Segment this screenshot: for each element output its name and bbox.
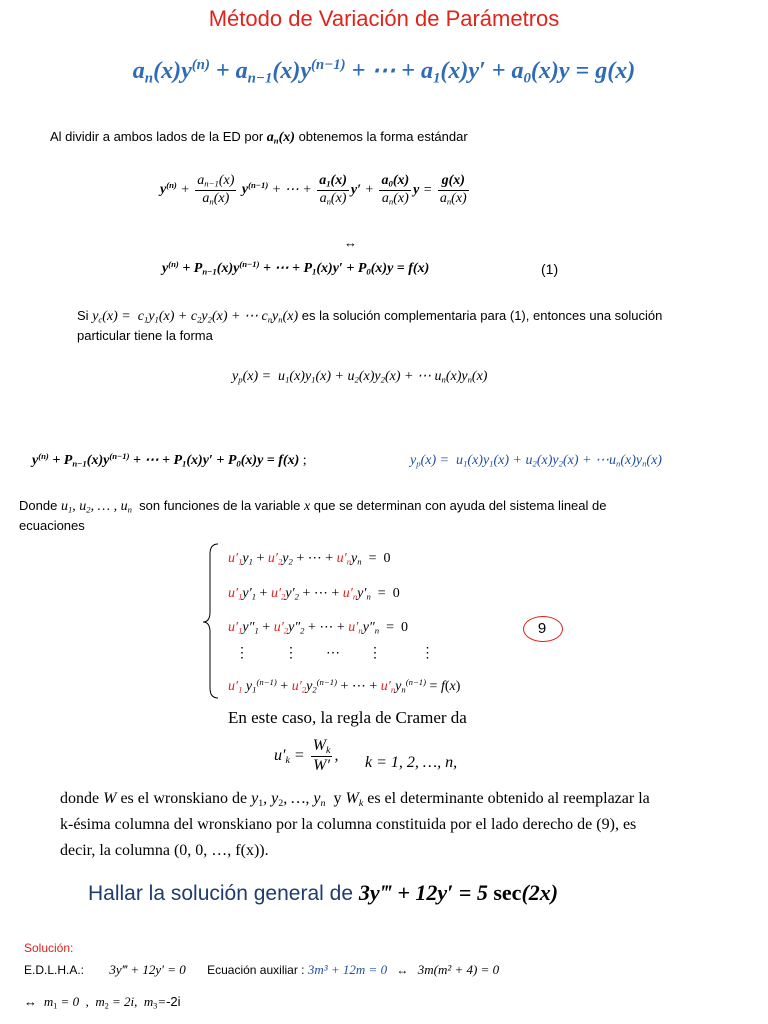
- cramer-line: En este caso, la regla de Cramer da: [228, 708, 467, 727]
- standard-form-fractions: $y^{(n)}$ + $\frac{a_{n-1}(x)}{a_n(x)}$ $y^{(n-1)}$ + ⋯ + $\frac{a_1(x)}{a_n(x)}$ y′ + $\frac{a_0(x)}{a_n(x)}$ y = $\frac{g(x)}{a_n(x)}$: [160, 173, 467, 207]
- equivalence-arrow-2: ↔: [396, 963, 409, 977]
- equivalence-arrow: ↔: [344, 235, 357, 250]
- page-title: Método de Variación de Parámetros: [208, 6, 560, 31]
- cramer-k-range: k = 1, 2, …, n,: [365, 754, 458, 771]
- intro-after: obtenemos la forma estándar: [298, 129, 468, 144]
- donde-a: donde: [60, 790, 100, 807]
- wronskian-line1: [60, 790, 650, 808]
- yc-middle: es la solución complementaria para (1), entonces una solución: [301, 308, 663, 323]
- yc-math: $y_c(x) = c_1y_1(x) + c_2y_2(x)$ + ⋯ $c_ny_n(x)$: [92, 309, 299, 325]
- solution-roots: [24, 994, 181, 1010]
- y-list-math: $y_1$, $y_2$, …, $y_n$: [251, 790, 326, 809]
- root-m3: -2i: [166, 994, 181, 1009]
- w-symbol: W: [103, 790, 117, 807]
- homogeneous-equation: 3y‴ + 12y′ = 0: [109, 962, 186, 977]
- donde-b: es el wronskiano de: [120, 790, 248, 807]
- donde-paragraph-line2: ecuaciones: [19, 518, 85, 533]
- roots-arrow: ↔: [24, 994, 37, 1009]
- aux-eq-label: Ecuación auxiliar :: [207, 963, 305, 977]
- problem-equation: 3y‴ + 12y′ = 5 sec(2x): [358, 880, 559, 905]
- yc-paragraph-line1: [77, 308, 662, 325]
- u-list-math: $u_1$, $u_2$, … , $u_n$: [60, 499, 132, 515]
- yc-paragraph-line2: particular tiene la forma: [77, 328, 213, 343]
- aux-equation: 3m³ + 12m = 0: [307, 962, 388, 977]
- roots-math: $m_1 = 0$ , $m_2 = 2i$, $m_3=$: [40, 994, 167, 1011]
- donde-c: es el determinante obtenido al reemplazar la: [367, 790, 650, 807]
- donde-word: Donde: [19, 498, 58, 513]
- y-and: y: [333, 790, 342, 807]
- yp-form: $y_p(x) = u_1(x)y_1(x) + u_2(x)y_2(x)$ + ⋯ $u_n(x)y_n(x)$: [232, 369, 488, 385]
- system-row-4: $u'_1$ $y_1^{(n-1)} + u'_2y_2^{(n-1)}$ + ⋯ + $u'_ny_n^{(n-1)} = f(x)$: [228, 676, 461, 695]
- wk-symbol: $W_k$: [345, 790, 364, 809]
- system-label: 9: [537, 620, 547, 637]
- system-row-dots: ⋮ ⋮ ⋯ ⋮ ⋮: [228, 646, 435, 661]
- x-variable: x: [303, 499, 311, 514]
- solution-line-1: [24, 962, 499, 978]
- edlha-label: E.D.L.H.A.:: [24, 963, 85, 977]
- intro-an-math: $a_n(x)$: [266, 130, 295, 146]
- equation-number-1: (1): [541, 261, 559, 277]
- donde-part3: que se determinan con ayuda del sistema lineal de: [313, 498, 607, 513]
- donde-paragraph-line1: [19, 498, 606, 515]
- si-word: Si: [77, 308, 89, 323]
- donde-part2: son funciones de la variable: [139, 498, 301, 513]
- yp-form-blue: $y_p(x) = u_1(x)y_1(x) + u_2(x)y_2(x)$ + $\cdots u_n(x)y_n(x)$: [410, 453, 662, 469]
- main-equation: $a_n(x)y^{(n)} + a_{n-1}(x)y^{(n-1)}$ + ⋯ + $a_1(x)y' + a_0(x)y = g(x)$: [132, 57, 636, 87]
- factored-equation: 3m(m² + 4) = 0: [417, 962, 500, 977]
- intro-before: Al dividir a ambos lados de la ED por: [50, 129, 264, 144]
- standard-form-repeat: $y^{(n)} + P_{n-1}(x)y^{(n-1)}$ + ⋯ + $P_1(x)y' + P_0(x)y = f(x)$ ;: [32, 450, 307, 469]
- problem-statement: [88, 880, 558, 906]
- solution-label: Solución:: [24, 941, 74, 955]
- system-row-2: $u'_1y'_1 + u'_2y'_2$ + ⋯ + $u'_ny'_n = 0$: [228, 586, 400, 602]
- problem-text: Hallar la solución general de: [88, 882, 353, 905]
- system-row-1: $u'_1y_1 + u'_2y_2$ + ⋯ + $u'_ny_n = 0$: [228, 551, 391, 567]
- wronskian-line3: decir, la columna (0, 0, …, f(x)).: [60, 842, 269, 859]
- cramer-formula: $u'_k$ = $\frac{W_k}{W'}$ ,: [274, 737, 339, 774]
- system-brace: [200, 542, 222, 700]
- system-row-3: $u'_1y''_1 + u'_2y''_2$ + ⋯ + $u'_ny''_n = 0$: [228, 620, 408, 636]
- standard-form-equation: $y^{(n)} + P_{n-1}(x)y^{(n-1)}$ + ⋯ + $P_1(x)y' + P_0(x)y = f(x)$: [162, 258, 430, 277]
- intro-text: [50, 129, 468, 146]
- wronskian-line2: k-ésima columna del wronskiano por la columna constituida por el lado derecho de (9), es: [60, 816, 637, 833]
